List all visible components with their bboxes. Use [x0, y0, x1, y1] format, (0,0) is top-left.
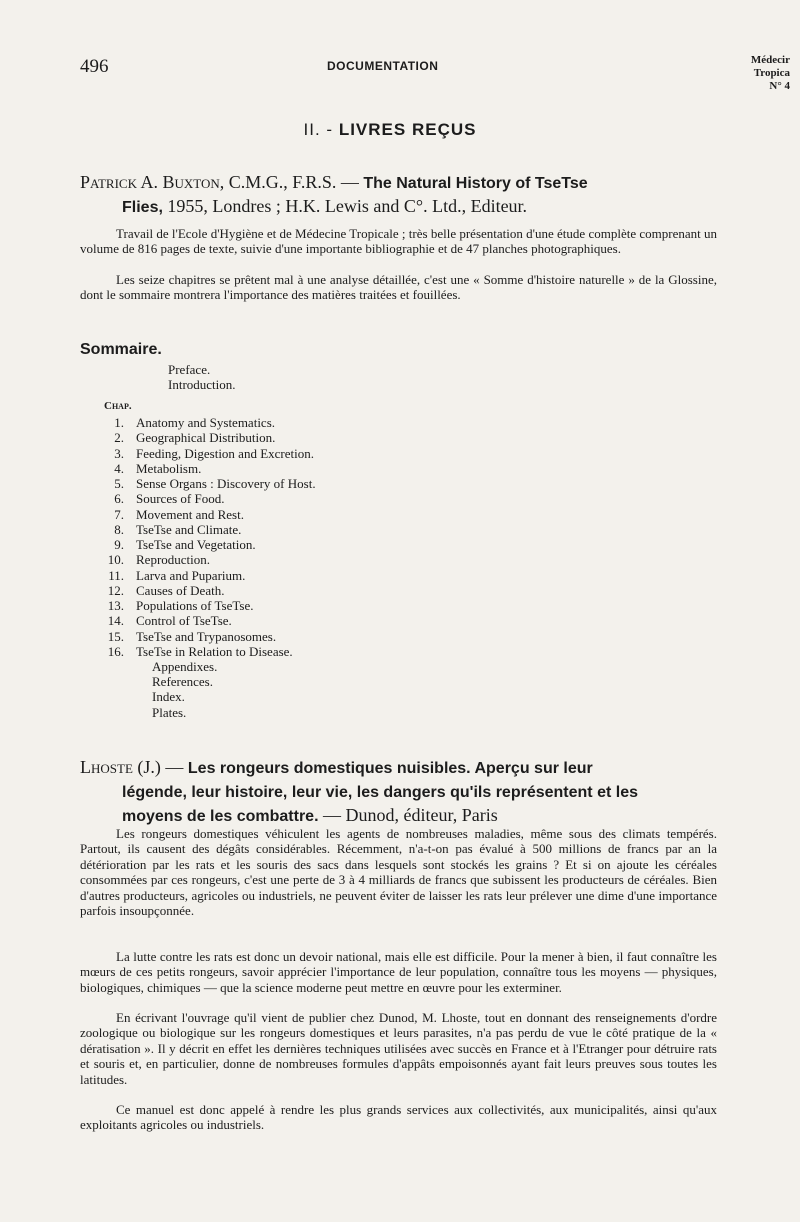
entry-title-continuation: [80, 804, 720, 828]
chapter-title: Causes of Death.: [136, 582, 225, 598]
chapter-item: [100, 644, 316, 659]
section-title: [0, 120, 780, 140]
section-number: II.: [303, 120, 321, 139]
chapter-title: TseTse and Trypanosomes.: [136, 628, 277, 644]
chapter-item: [100, 476, 316, 491]
chapter-number: 1.: [114, 415, 124, 430]
chapter-item: [100, 629, 316, 644]
chapter-list: [100, 415, 316, 659]
entry-credentials: C.M.G., F.R.S. —: [228, 172, 359, 192]
front-matter-list: [168, 362, 236, 392]
front-matter-item: Preface.: [168, 362, 211, 377]
review-paragraph: Les seize chapitres se prêtent mal à une analyse détaillée, c'est une « Somme d'histoire naturelle » de la Glossine, dont le sommaire montrera l'importance des matières traitées et fouillées.: [80, 272, 717, 303]
entry-publisher: — Dunod, éditeur, Paris: [323, 805, 498, 825]
chapter-title: Sense Organs : Discovery of Host.: [136, 476, 316, 491]
chapter-title: TseTse and Climate.: [136, 521, 242, 537]
entry-title-continuation: [80, 195, 720, 219]
chapter-title: Feeding, Digestion and Excretion.: [136, 445, 314, 461]
entry-author: Lhoste (J.): [80, 757, 161, 777]
chapter-title: TseTse in Relation to Disease.: [136, 643, 293, 659]
back-matter-item: References.: [152, 674, 213, 690]
review-paragraph: Les rongeurs domestiques véhiculent les agents de nombreuses maladies, même sous des climats tempérés. Partout, ils causent des dégâts considérables. Récemment, n'a-t-on pas évalué à 500 millions de francs par an la détérioration par les rats et les souris des sacs dans lesquels sont stockés les grains ? Et si on ajoute les céréales consommées par ces rongeurs, c'est une perte de 3 à 4 milliards de francs que subissent les producteurs de céréales. Bien d'autres producteurs, agricoles ou industriels, ne peuvent éviter de laisser les rats leur prélever une dime d'une importance parfois insoupçonnée.: [80, 826, 717, 919]
page-number: 496: [80, 56, 109, 77]
chapter-number: 12.: [107, 582, 124, 598]
chapter-item: [100, 598, 316, 613]
front-matter-item: Introduction.: [168, 377, 236, 393]
entry-title-continuation: [80, 780, 720, 804]
review-paragraph: En écrivant l'ouvrage qu'il vient de publier chez Dunod, M. Lhoste, tout en donnant des renseignements d'ordre zoologique ou biologique sur les rongeurs domestiques et leurs parasites, n'a pas perdu de vue le côté pratique de la « dératisation ». Il y décrit en effet les dernières techniques utilisées avec succès en France et à l'Etranger pour détruire rats et souris et, en particulier, donne de nombreuses formules d'appâts empoisonnés ayant fait leurs preuves sous toutes les latitudes.: [80, 1010, 717, 1087]
chapter-item: [100, 552, 316, 567]
chapter-title: Movement and Rest.: [136, 506, 244, 522]
chapter-number: 7.: [114, 506, 124, 522]
review-paragraph: Ce manuel est donc appelé à rendre les plus grands services aux collectivités, aux municipalités, ainsi qu'aux exploitants agricoles ou industriels.: [80, 1102, 717, 1133]
chapter-number: 2.: [114, 430, 124, 446]
chapter-title: Metabolism.: [136, 460, 202, 476]
review-paragraph: La lutte contre les rats est donc un devoir national, mais elle est difficile. Pour la mener à bien, il faut connaître les mœurs de ces petits rongeurs, savoir apprécier l'importance de leur population, connaître tous les moyens — physiques, biologiques, chimiques — que la science moderne peut mettre en œuvre pour les exterminer.: [80, 949, 717, 995]
review-paragraph: Travail de l'Ecole d'Hygiène et de Médecine Tropicale ; très belle présentation d'une étude complète comprenant un volume de 816 pages de texte, suivie d'une importante bibliographie et de 47 planches photographiques.: [80, 226, 717, 257]
chapter-number: 4.: [114, 460, 124, 476]
chapter-title: Anatomy and Systematics.: [136, 415, 276, 430]
chapter-number: 10.: [107, 552, 124, 568]
chapter-item: [100, 583, 316, 598]
chap-label: Chap.: [104, 400, 132, 412]
entry-author: Patrick A. Buxton,: [80, 172, 225, 192]
sommaire-heading: Sommaire.: [80, 341, 162, 358]
chapter-item: [100, 507, 316, 522]
entry-title-line: moyens de les combattre.: [122, 808, 319, 825]
chapter-item: [100, 491, 316, 506]
section-dash: -: [326, 120, 334, 139]
entry-title: Les rongeurs domestiques nuisibles. Aperçu sur leur: [187, 760, 593, 777]
chapter-title: Geographical Distribution.: [136, 430, 276, 446]
entry-publication: 1955, Londres ; H.K. Lewis and C°. Ltd., Editeur.: [167, 196, 528, 216]
journal-line: Tropica: [753, 67, 790, 79]
entry-heading: [80, 756, 720, 828]
entry-title-line: légende, leur histoire, leur vie, les dangers qu'ils représentent et les: [122, 784, 638, 801]
chapter-title: Control of TseTse.: [136, 613, 232, 629]
chapter-item: [100, 568, 316, 583]
chapter-title: Larva and Puparium.: [136, 567, 246, 583]
chapter-number: 3.: [114, 445, 124, 461]
chapter-title: Sources of Food.: [136, 491, 225, 507]
journal-line: Médecir: [750, 54, 790, 66]
chapter-item: [100, 537, 316, 552]
chapter-item: [100, 461, 316, 476]
entry-title-part: Flies,: [122, 199, 163, 216]
chapter-title: Reproduction.: [136, 552, 211, 568]
chapter-title: Populations of TseTse.: [136, 598, 254, 613]
chapter-number: 5.: [114, 476, 124, 491]
running-head: DOCUMENTATION: [327, 59, 439, 73]
chapter-item: [100, 446, 316, 461]
entry-dash: —: [165, 757, 184, 777]
chapter-number: 14.: [107, 613, 124, 629]
section-heading: LIVRES REÇUS: [338, 120, 477, 139]
chapter-number: 11.: [108, 567, 124, 583]
chapter-number: 15.: [107, 628, 124, 644]
chapter-number: 16.: [107, 643, 124, 659]
journal-issue: N° 4: [769, 80, 790, 92]
chapter-item: [100, 522, 316, 537]
chapter-title: TseTse and Vegetation.: [136, 537, 256, 552]
chapter-number: 13.: [107, 598, 124, 613]
entry-title: The Natural History of TseTse: [363, 175, 588, 192]
chapter-number: 6.: [114, 491, 124, 507]
back-matter-item: Index.: [152, 689, 185, 705]
back-matter-item: Plates.: [152, 704, 187, 720]
journal-tag: [751, 54, 790, 93]
entry-heading: [80, 171, 720, 219]
page-header: [0, 0, 800, 100]
back-matter-item: Appendixes.: [152, 659, 218, 674]
chapter-number: 9.: [114, 537, 124, 552]
back-matter-list: [152, 659, 217, 720]
chapter-item: [100, 430, 316, 445]
chapter-item: [100, 415, 316, 430]
chapter-item: [100, 613, 316, 628]
chapter-number: 8.: [114, 521, 124, 537]
